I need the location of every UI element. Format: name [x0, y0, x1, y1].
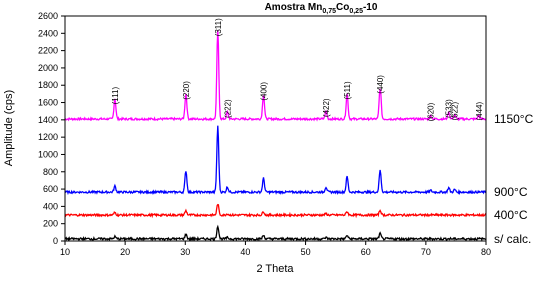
y-tick-label: 1000	[37, 149, 58, 160]
series-label: 900°C	[494, 185, 528, 200]
title-subscript-co: 0,25	[349, 8, 363, 15]
peak-annotation: (622)	[450, 101, 460, 121]
y-tick-label: 2000	[37, 62, 58, 73]
x-tick-label: 30	[180, 247, 191, 257]
y-axis-title: Amplitude (cps)	[3, 89, 15, 167]
x-tick-label: 80	[480, 247, 492, 257]
series-label-layer	[494, 112, 534, 246]
x-axis-title: 2 Theta	[256, 263, 294, 275]
plot-frame	[65, 16, 486, 241]
x-tick-label: 60	[360, 247, 371, 257]
peak-annotation: (511)	[343, 81, 353, 100]
x-tick-label: 10	[59, 247, 71, 257]
y-tick-label: 1200	[37, 132, 58, 143]
title-subscript-mn: 0,75	[322, 8, 336, 15]
x-tick-label: 50	[300, 247, 311, 257]
peak-annotation: (311)	[213, 18, 223, 37]
y-tick-label: 800	[42, 166, 58, 177]
peak-annotation: (440)	[376, 75, 386, 94]
x-tick-label: 20	[120, 247, 131, 257]
peak-annotation: (422)	[322, 98, 332, 118]
peak-annotation: (533)	[444, 99, 454, 118]
peak-annotation: (444)	[474, 101, 484, 121]
y-tick-label: 1600	[37, 97, 58, 108]
series-line	[65, 205, 486, 217]
y-tick-label: 600	[42, 184, 58, 195]
series-label: s/ calc.	[494, 231, 532, 246]
peak-annotation: (620)	[426, 102, 436, 122]
peak-annotation: (222)	[223, 99, 233, 118]
y-tick-label: 2600	[37, 11, 58, 21]
axis-layer	[38, 11, 491, 257]
y-tick-label: 200	[42, 218, 58, 229]
series-line	[65, 30, 486, 120]
annotation-layer	[111, 18, 484, 122]
peak-annotation: (220)	[181, 81, 191, 100]
series-label: 1150°C	[494, 111, 534, 126]
y-tick-label: 0	[52, 236, 58, 246]
peak-annotation: (111)	[110, 86, 120, 105]
y-tick-label: 1800	[37, 80, 58, 91]
series-label: 400°C	[494, 208, 528, 223]
x-tick-label: 40	[240, 247, 251, 257]
peak-annotation: (400)	[259, 81, 269, 101]
series-line	[65, 126, 486, 193]
series-layer	[65, 30, 486, 240]
y-tick-label: 2200	[37, 45, 58, 56]
y-tick-label: 1400	[37, 114, 58, 125]
series-line	[65, 227, 486, 240]
y-tick-label: 400	[42, 201, 58, 212]
x-tick-label: 70	[420, 247, 431, 257]
chart-title: Amostra $Mn_{0,75}Co_{0,25}-10$	[264, 2, 378, 15]
y-tick-label: 2400	[37, 28, 58, 39]
